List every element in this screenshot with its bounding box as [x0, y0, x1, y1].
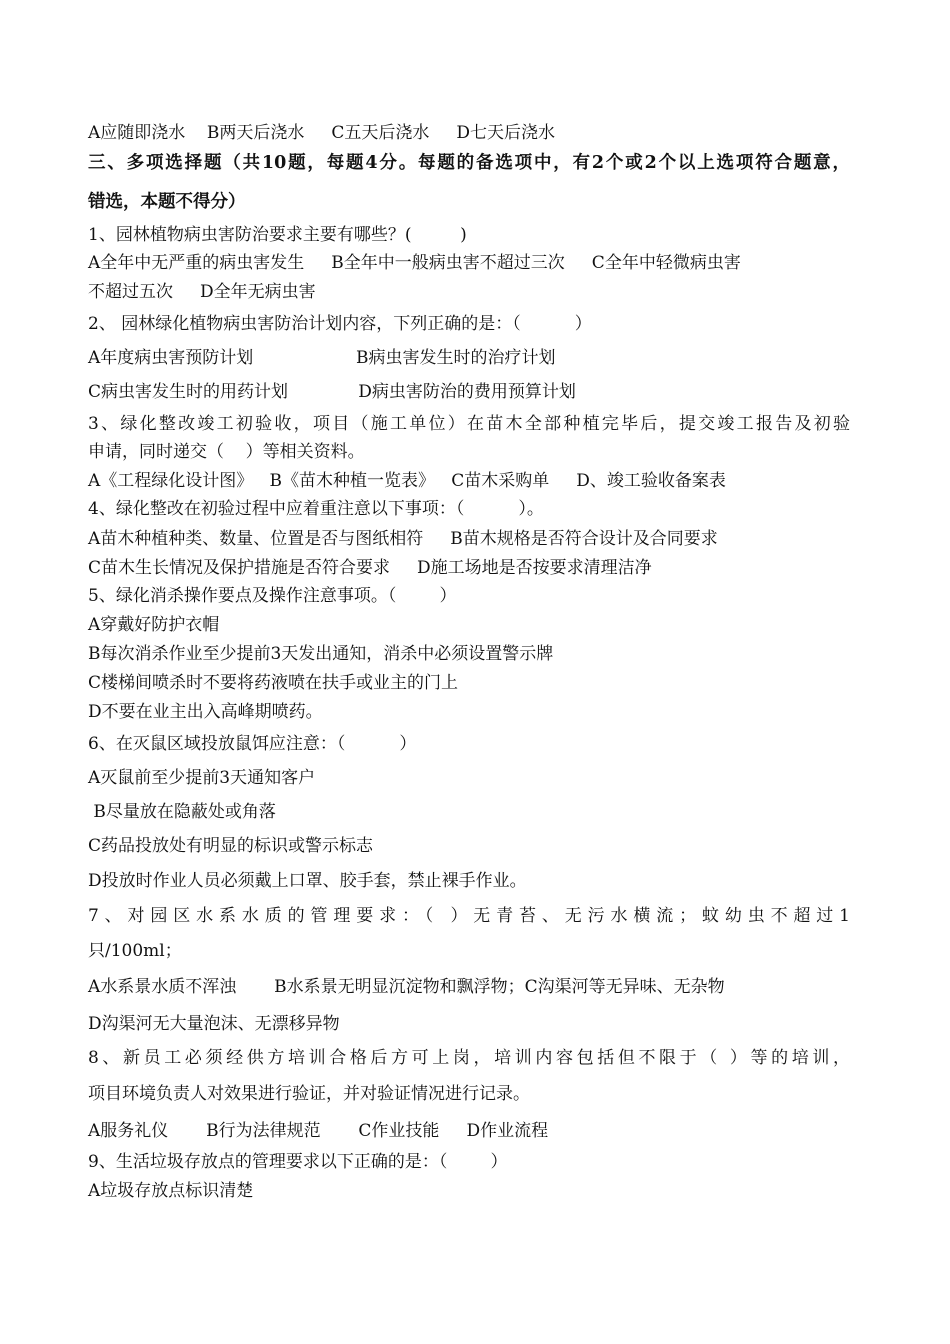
question-7-cont: 只/100ml； — [88, 941, 182, 961]
q5-option-b: B每次消杀作业至少提前3天发出通知，消杀中必须设置警示牌 — [88, 644, 554, 664]
question-8-cont: 项目环境负责人对效果进行验证，并对验证情况进行记录。 — [88, 1084, 530, 1104]
question-6: 6、在灭鼠区域投放鼠饵应注意：（ ） — [88, 734, 417, 754]
q1-options-cont: 不超过五次 D全年无病虫害 — [88, 282, 316, 302]
q6-option-c: C药品投放处有明显的标识或警示标志 — [88, 836, 374, 856]
question-3-cont: 申请，同时递交（ ）等相关资料。 — [88, 442, 365, 462]
q5-option-a: A穿戴好防护衣帽 — [88, 615, 220, 635]
q5-option-c: C楼梯间喷杀时不要将药液喷在扶手或业主的门上 — [88, 673, 459, 693]
question-9: 9、生活垃圾存放点的管理要求以下正确的是：（ ） — [88, 1152, 508, 1172]
question-4: 4、绿化整改在初验过程中应着重注意以下事项：（ ）。 — [88, 499, 544, 519]
question-8: 8、新员工必须经供方培训合格后方可上岗，培训内容包括但不限于（ ）等的培训， — [88, 1048, 850, 1068]
question-5: 5、绿化消杀操作要点及操作注意事项。（ ） — [88, 586, 457, 606]
q-prev-options: A应随即浇水 B两天后浇水 C五天后浇水 D七天后浇水 — [88, 123, 556, 143]
q7-options-abc: A水系景水质不浑浊 B水系景无明显沉淀物和飘浮物；C沟渠河等无异味、无杂物 — [88, 977, 725, 997]
q5-option-d: D不要在业主出入高峰期喷药。 — [88, 702, 323, 722]
q6-option-d: D投放时作业人员必须戴上口罩、胶手套，禁止裸手作业。 — [88, 871, 527, 891]
q3-options: A《工程绿化设计图》 B《苗木种植一览表》 C苗木采购单 D、竣工验收备案表 — [88, 471, 726, 491]
q2-options-cd: C病虫害发生时的用药计划 D病虫害防治的费用预算计划 — [88, 382, 576, 402]
q6-option-a: A灭鼠前至少提前3天通知客户 — [88, 768, 316, 788]
section-heading-cont: 错选，本题不得分） — [88, 192, 246, 212]
q9-option-a: A垃圾存放点标识清楚 — [88, 1181, 254, 1201]
q4-options-ab: A苗木种植种类、数量、位置是否与图纸相符 B苗木规格是否符合设计及合同要求 — [88, 529, 718, 549]
question-3: 3、绿化整改竣工初验收，项目（施工单位）在苗木全部种植完毕后，提交竣工报告及初验 — [88, 414, 850, 434]
question-2: 2、 园林绿化植物病虫害防治计划内容，下列正确的是：（ ） — [88, 314, 592, 334]
q7-option-d: D沟渠河无大量泡沫、无漂移异物 — [88, 1014, 340, 1034]
q8-options: A服务礼仪 B行为法律规范 C作业技能 D作业流程 — [88, 1121, 549, 1141]
question-1: 1、园林植物病虫害防治要求主要有哪些？( ) — [88, 225, 467, 245]
q2-options-ab: A年度病虫害预防计划 B病虫害发生时的治疗计划 — [88, 348, 556, 368]
q6-option-b: B尽量放在隐蔽处或角落 — [88, 802, 276, 822]
section-heading: 三、多项选择题（共10题，每题4分。每题的备选项中，有2个或2个以上选项符合题意， — [88, 153, 850, 173]
q4-options-cd: C苗木生长情况及保护措施是否符合要求 D施工场地是否按要求清理洁净 — [88, 558, 652, 578]
question-7: 7、对园区水系水质的管理要求：（ ）无青苔、无污水横流；蚊幼虫不超过1 — [88, 906, 850, 926]
q1-options: A全年中无严重的病虫害发生 B全年中一般病虫害不超过三次 C全年中轻微病虫害 — [88, 253, 741, 273]
